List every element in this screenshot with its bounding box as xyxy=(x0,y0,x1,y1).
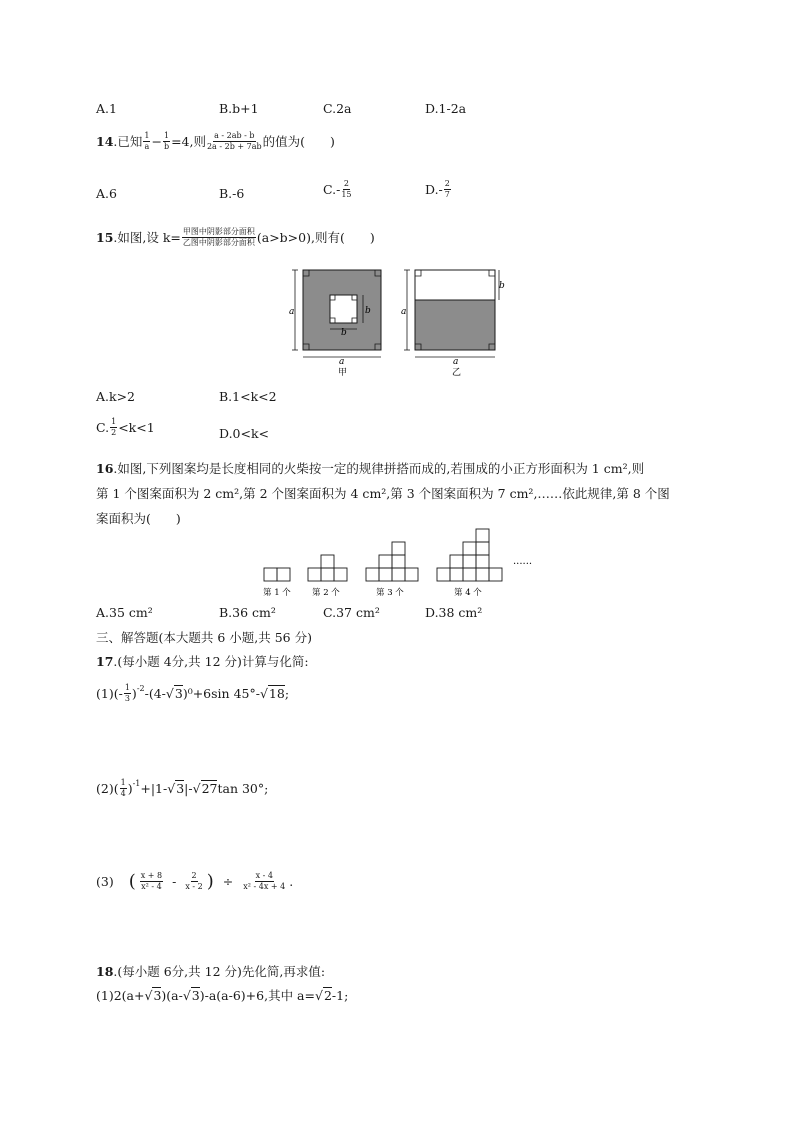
figure-yi xyxy=(401,270,505,378)
q16-line-1: 16.如图,下列图案均是长度相同的火柴按一定的规律拼搭而成的,若围成的小正方形面积为 1 cm²,则 xyxy=(96,461,645,476)
q15-fraction: $\frac{\text{甲图中阴影部分面积}}{\text{乙图中阴影部分面积}}$ xyxy=(182,227,255,247)
q18-title: 18.(每小题 6分,共 12 分)先化简,再求值: xyxy=(96,964,326,979)
q16-line-2: 第 1 个图案面积为 2 cm²,第 2 个图案面积为 4 cm²,第 3 个图案面积为 7 cm²,……依此规律,第 8 个图 xyxy=(96,486,670,501)
q15-number: 15 xyxy=(96,230,114,245)
q16-option-c: C.37 cm² xyxy=(323,605,380,620)
q15-option-d: D.0<k< xyxy=(219,426,270,441)
q16-option-b: B.36 cm² xyxy=(219,605,276,620)
caption-4: 第 4 个 xyxy=(454,588,482,598)
pattern-2 xyxy=(308,555,347,581)
svg-text:甲: 甲 xyxy=(338,368,348,378)
svg-text:b: b xyxy=(341,328,347,338)
svg-text:乙: 乙 xyxy=(452,368,462,378)
q16-pattern-figure xyxy=(260,524,540,600)
q14-prefix: .已知 xyxy=(113,134,143,149)
q15-figure xyxy=(286,264,516,380)
pattern-1 xyxy=(264,568,290,581)
q14-fraction-2: $\frac{1}{b}$ xyxy=(163,131,170,151)
svg-text:a: a xyxy=(339,357,345,367)
pattern-4 xyxy=(437,529,502,581)
svg-text:b: b xyxy=(499,281,505,291)
q16-line-3: 案面积为( ) xyxy=(96,511,181,526)
svg-text:a: a xyxy=(289,307,295,317)
q14-option-b: B.-6 xyxy=(219,186,245,201)
q14-option-c: C.- $\frac{2}{15}$ xyxy=(323,179,352,199)
q18-part-1: (1)2(a+ √3 )(a- √3 )-a(a-6)+6,其中 a= √2 -1; xyxy=(96,988,349,1003)
q15-stem: 15 .如图,设 k= $\frac{\text{甲图中阴影部分面积}}{\text{乙图中阴影部分面积}}$ (a>b>0),则有( ) xyxy=(96,227,375,247)
q15-option-c: C. $\frac{1}{2}$ <k<1 xyxy=(96,417,155,437)
svg-text:b: b xyxy=(365,306,371,316)
q14-fraction-3: $\frac{a - 2ab - b}{2a - 2b + 7ab}$ xyxy=(206,131,262,151)
q13-option-a: A.1 xyxy=(96,101,117,116)
q15-option-b: B.1<k<2 xyxy=(219,389,277,404)
q17-title: 17.(每小题 4分,共 12 分)计算与化简: xyxy=(96,654,309,669)
section-title: 三、解答题(本大题共 6 小题,共 56 分) xyxy=(96,630,312,645)
q17-part-1: (1)( - $\frac{1}{3}$ ) $^{-2}$ -(4- √3 )⁰+6sin 45°- √18 ; xyxy=(96,683,290,703)
caption-3: 第 3 个 xyxy=(376,588,404,598)
q14-stem: 14 .已知 $\frac{1}{a}$ − $\frac{1}{b}$ =4,则 $\frac{a - 2ab - b}{2a - 2b + 7ab}$ 的值为( ) xyxy=(96,131,335,151)
q14-fraction-1: $\frac{1}{a}$ xyxy=(144,131,150,151)
q17-part-3: (3) ( $\frac{x + 8}{\text{x² - 4}}$ - $\frac{2}{x - 2}$ ) ÷ $\frac{x - 4}{\text{x² - 4x + 4}}$ . xyxy=(96,871,294,892)
pattern-3 xyxy=(366,542,418,581)
q16-option-d: D.38 cm² xyxy=(425,605,483,620)
svg-text:a: a xyxy=(401,307,407,317)
q13-option-b: B.b+1 xyxy=(219,101,259,116)
q14-option-a: A.6 xyxy=(96,186,117,201)
q13-option-d: D.1-2a xyxy=(425,101,467,116)
q13-option-c: C.2a xyxy=(323,101,352,116)
q17-part-2: (2)( $\frac{1}{4}$ ) $^{-1}$ +|1- √3 |- √27 tan 30°; xyxy=(96,778,269,798)
caption-2: 第 2 个 xyxy=(312,588,340,598)
q14-option-d: D.- $\frac{2}{7}$ xyxy=(425,179,450,199)
figure-jia xyxy=(289,270,381,378)
caption-1: 第 1 个 xyxy=(263,588,291,598)
q16-option-a: A.35 cm² xyxy=(96,605,153,620)
pattern-ellipsis: ...... xyxy=(513,556,533,567)
svg-text:a: a xyxy=(453,357,459,367)
q15-option-a: A.k>2 xyxy=(96,389,136,404)
q14-number: 14 xyxy=(96,134,114,149)
